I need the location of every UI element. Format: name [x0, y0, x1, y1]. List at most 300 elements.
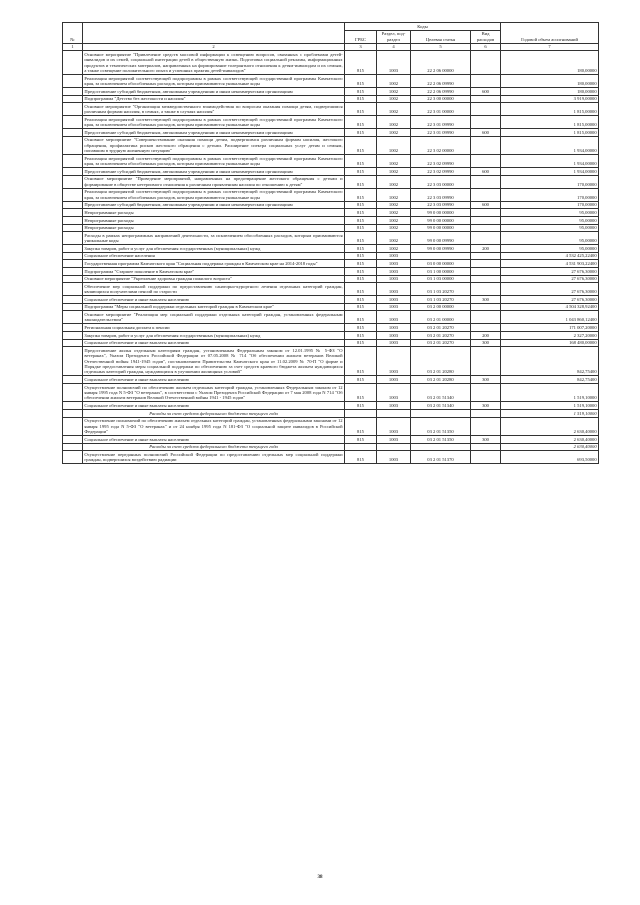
row-grbs-cell: 815: [345, 451, 377, 464]
row-amount-cell: 1 815,00000: [501, 129, 599, 137]
row-name-cell: Подпрограмма "Меры социальной поддержки отдельных категорий граждан в Камчатском крае": [83, 303, 345, 311]
row-name-cell: Реализация мероприятий соответствующей подпрограммы в рамках соответствующей государственной программы Камчатского края, за исключением обособленных расходов, которым присваиваются уникальные коды: [84, 116, 343, 128]
row-amount-cell: 168 480,00000: [501, 339, 599, 347]
row-amount-cell: 170,00000: [501, 201, 599, 209]
row-grbs-cell: 815: [345, 402, 377, 410]
row-vr-cell: 600: [471, 168, 501, 176]
row-amount-cell: 1 043 860,12400: [501, 311, 599, 324]
row-grbs-cell: 815: [345, 376, 377, 384]
table-row: [63, 311, 599, 324]
row-razdel-cell: 1003: [377, 347, 411, 376]
row-razdel-cell: 1003: [377, 283, 411, 296]
row-amount-cell: 4 504 328,92400: [501, 303, 599, 311]
row-vr-cell: [471, 275, 501, 283]
row-grbs-cell: 815: [345, 75, 377, 88]
row-razdel-cell: 1002: [377, 175, 411, 188]
row-amount-cell: 95,00000: [501, 209, 599, 217]
row-razdel-cell: 1003: [377, 417, 411, 435]
row-num-cell: [63, 324, 83, 332]
col-number: 2: [83, 43, 345, 51]
row-grbs-cell: 815: [345, 383, 377, 401]
row-name-cell: Основное мероприятие "Совершенствование оказания помощи детям, подвергшимся различным формам насилия, жестокого обращения, профилактика рисков жестокого обращения с детьми. Расширение спектра социальных услуг детям и семьям, попавшим в трудную жизненную ситуацию": [84, 137, 343, 154]
row-name-cell: Основное мероприятие "Укрепление здоровья граждан пожилого возраста": [83, 275, 345, 283]
row-name-cell: Социальное обеспечение и иные выплаты населению: [83, 376, 345, 384]
row-csr-cell: 03 1 00 00000: [411, 267, 471, 275]
row-amount-cell: 3 919,00000: [501, 95, 599, 103]
row-razdel-cell: [377, 443, 411, 451]
row-grbs-cell: 815: [345, 175, 377, 188]
row-csr-cell: 22 3 02 09990: [411, 155, 471, 168]
col-number: 5: [411, 43, 471, 51]
row-name-cell: Основное мероприятие "Проведение мероприятий, направленных на предотвращение жестокого обращения с детьми и формирование в обществе нетерпимого отношения к различным проявлениям насилия по отношению к детям": [84, 176, 343, 187]
row-razdel-cell: 1003: [377, 435, 411, 443]
row-csr-cell: 03 2 00 00000: [411, 303, 471, 311]
table-row: [63, 129, 599, 137]
row-vr-cell: [471, 75, 501, 88]
row-grbs-cell: 815: [345, 103, 377, 116]
row-name-cell: Подпрограмма "Детство без жестокости и насилия": [83, 95, 345, 103]
table-row: [63, 168, 599, 176]
row-grbs-cell: 815: [345, 283, 377, 296]
row-num-cell: [63, 136, 83, 154]
row-amount-cell: 842,75400: [501, 376, 599, 384]
row-num-cell: [63, 417, 83, 435]
row-csr-cell: 22 3 03 09990: [411, 201, 471, 209]
row-grbs-cell: 815: [345, 331, 377, 339]
row-vr-cell: [471, 451, 501, 464]
row-csr-cell: 03 2 01 20280: [411, 347, 471, 376]
table-row: [63, 51, 599, 75]
row-grbs-cell: 815: [345, 209, 377, 217]
row-name-cell: Основное мероприятие "Реализация мер социальной поддержки отдельных категорий граждан, установленных федеральным законодательством": [84, 311, 343, 323]
row-razdel-cell: 1002: [377, 216, 411, 224]
table-row: [63, 136, 599, 154]
row-csr-cell: 99 0 00 00000: [411, 224, 471, 232]
table-row: [63, 283, 599, 296]
row-csr-cell: 22 3 02 00000: [411, 136, 471, 154]
row-razdel-cell: 1003: [377, 303, 411, 311]
row-grbs-cell: 815: [345, 188, 377, 201]
row-amount-cell: 1 815,00000: [501, 116, 599, 129]
row-amount-cell: 180,00000: [501, 51, 599, 75]
row-num-cell: [63, 175, 83, 188]
row-vr-cell: [471, 155, 501, 168]
row-vr-cell: [471, 103, 501, 116]
table-row: [63, 116, 599, 129]
row-amount-cell: 4 532 425,22400: [501, 252, 599, 260]
row-amount-cell: 2 630,40000: [501, 417, 599, 435]
row-name-cell: Предоставление субсидий бюджетным, автономным учреждениям и иным некоммерческим организациям: [83, 201, 345, 209]
row-razdel-cell: 1003: [377, 383, 411, 401]
row-vr-cell: 600: [471, 129, 501, 137]
table-row: [63, 201, 599, 209]
row-amount-cell: 4 531 903,22400: [501, 260, 599, 268]
row-name-cell: Предоставление субсидий бюджетным, автономным учреждениям и иным некоммерческим организациям: [83, 168, 345, 176]
row-num-cell: [63, 435, 83, 443]
row-razdel-cell: 1002: [377, 116, 411, 129]
row-csr-cell: 22 3 01 09990: [411, 116, 471, 129]
row-razdel-cell: 1002: [377, 75, 411, 88]
row-name-cell: Социальное обеспечение населения: [83, 252, 345, 260]
row-amount-cell: 1 519,10000: [501, 383, 599, 401]
row-num-cell: [63, 376, 83, 384]
row-num-cell: [63, 245, 83, 253]
row-name-cell: Предоставление субсидий бюджетным, автономным учреждениям и иным некоммерческим организациям: [83, 129, 345, 137]
col-grbs-header: ГРБС: [345, 30, 377, 43]
row-razdel-cell: 1002: [377, 103, 411, 116]
row-amount-cell: 27 676,30000: [501, 267, 599, 275]
row-grbs-cell: 815: [345, 129, 377, 137]
row-csr-cell: 99 0 00 09990: [411, 232, 471, 245]
row-amount-cell: 27 676,30000: [501, 283, 599, 296]
table-row: [63, 260, 599, 268]
row-num-cell: [63, 443, 83, 451]
row-vr-cell: [471, 324, 501, 332]
row-vr-cell: 300: [471, 435, 501, 443]
row-amount-cell: 27 676,30000: [501, 296, 599, 304]
row-num-cell: [63, 347, 83, 376]
row-grbs-cell: 815: [345, 51, 377, 75]
row-grbs-cell: 815: [345, 311, 377, 324]
row-vr-cell: [471, 51, 501, 75]
note-row: [63, 443, 599, 451]
row-amount-cell: 95,00000: [501, 216, 599, 224]
row-razdel-cell: 1002: [377, 95, 411, 103]
row-vr-cell: [471, 443, 501, 451]
row-num-cell: [63, 267, 83, 275]
col-csr-header: Целевая статья: [411, 30, 471, 43]
row-grbs-cell: 815: [345, 347, 377, 376]
row-name-cell: Предоставление субсидий бюджетным, автономным учреждениям и иным некоммерческим организациям: [83, 88, 345, 96]
row-amount-cell: 1 519,10000: [501, 409, 599, 417]
row-grbs-cell: 815: [345, 339, 377, 347]
row-razdel-cell: 1003: [377, 267, 411, 275]
table-body: [63, 51, 599, 464]
row-vr-cell: 600: [471, 201, 501, 209]
row-csr-cell: 22 3 01 09990: [411, 129, 471, 137]
row-csr-cell: 03 0 00 00000: [411, 260, 471, 268]
row-csr-cell: 03 2 01 51340: [411, 402, 471, 410]
col-number: 7: [501, 43, 599, 51]
row-grbs-cell: 815: [345, 324, 377, 332]
row-razdel-cell: 1003: [377, 51, 411, 75]
row-num-cell: [63, 168, 83, 176]
row-csr-cell: 03 2 01 51370: [411, 451, 471, 464]
page-number: 38: [317, 875, 323, 880]
row-razdel-cell: 1003: [377, 331, 411, 339]
row-razdel-cell: 1002: [377, 168, 411, 176]
row-num-cell: [63, 216, 83, 224]
row-amount-cell: 2 630,40000: [501, 443, 599, 451]
row-vr-cell: [471, 417, 501, 435]
row-amount-cell: 1 815,00000: [501, 103, 599, 116]
row-vr-cell: [471, 260, 501, 268]
table-row: [63, 232, 599, 245]
row-name-cell: Реализация мероприятий соответствующей подпрограммы в рамках соответствующей государственной программы Камчатского края, за исключением обособленных расходов, которым присваиваются уникальные коды: [84, 155, 343, 167]
row-csr-cell: 22 2 06 00000: [411, 51, 471, 75]
row-num-cell: [63, 209, 83, 217]
row-amount-cell: 1 519,10000: [501, 402, 599, 410]
row-grbs-cell: 815: [345, 216, 377, 224]
row-amount-cell: 171 007,20000: [501, 324, 599, 332]
row-vr-cell: [471, 216, 501, 224]
col-amount-header: Годовой объем ассигнований: [501, 23, 599, 44]
row-amount-cell: 2 630,40000: [501, 435, 599, 443]
row-csr-cell: 22 3 03 09990: [411, 188, 471, 201]
row-num-cell: [63, 311, 83, 324]
row-razdel-cell: 1002: [377, 232, 411, 245]
row-vr-cell: [471, 409, 501, 417]
row-razdel-cell: 1002: [377, 88, 411, 96]
row-csr-cell: 22 2 06 09990: [411, 88, 471, 96]
row-vr-cell: 300: [471, 376, 501, 384]
row-name-cell: Расходы в рамках непрограммных направлений деятельности, за исключением обособленных расходов, которым присваиваются уникальные коды: [84, 232, 343, 244]
table-row: [63, 376, 599, 384]
col-number: 3: [345, 43, 377, 51]
col-number: 4: [377, 43, 411, 51]
row-num-cell: [63, 224, 83, 232]
row-num-cell: [63, 232, 83, 245]
row-grbs-cell: 815: [345, 275, 377, 283]
row-csr-cell: 22 3 00 00000: [411, 95, 471, 103]
row-num-cell: [63, 383, 83, 401]
row-csr-cell: 03 2 01 51340: [411, 383, 471, 401]
table-row: [63, 216, 599, 224]
row-name-cell: Обеспечение мер социальной поддержки по предоставлению санаторно-курортного лечения отдельных категорий граждан, являющихся получателями пенсий по старости: [84, 283, 343, 295]
row-grbs-cell: 815: [345, 435, 377, 443]
row-razdel-cell: 1003: [377, 252, 411, 260]
row-name-cell: Непрограммные расходы: [83, 224, 345, 232]
row-razdel-cell: 1002: [377, 155, 411, 168]
col-number: 6: [471, 43, 501, 51]
note-row: [63, 409, 599, 417]
row-vr-cell: [471, 175, 501, 188]
row-csr-cell: 03 1 03 00000: [411, 275, 471, 283]
row-razdel-cell: 1003: [377, 260, 411, 268]
row-grbs-cell: 815: [345, 267, 377, 275]
row-grbs-cell: 815: [345, 252, 377, 260]
row-vr-cell: [471, 303, 501, 311]
row-name-cell: Социальное обеспечение и иные выплаты населению: [83, 339, 345, 347]
table-row: [63, 88, 599, 96]
row-name-cell: Региональная социальная доплата к пенсии: [83, 324, 345, 332]
row-csr-cell: 03 2 01 20270: [411, 331, 471, 339]
table-row: [63, 339, 599, 347]
row-razdel-cell: 1003: [377, 296, 411, 304]
row-num-cell: [63, 451, 83, 464]
row-grbs-cell: 815: [345, 245, 377, 253]
row-num-cell: [63, 275, 83, 283]
table-row: [63, 155, 599, 168]
row-grbs-cell: 815: [345, 88, 377, 96]
row-csr-cell: 99 0 00 00000: [411, 209, 471, 217]
row-grbs-cell: [345, 443, 377, 451]
row-csr-cell: 03 1 03 20270: [411, 296, 471, 304]
row-name-cell: Реализация мероприятий соответствующей подпрограммы в рамках соответствующей государственной программы Камчатского края, за исключением обособленных расходов, которым присваиваются уникальные коды: [84, 189, 343, 200]
row-csr-cell: [411, 409, 471, 417]
row-num-cell: [63, 95, 83, 103]
row-razdel-cell: 1003: [377, 451, 411, 464]
col-num-header: №: [63, 23, 83, 44]
row-amount-cell: 170,00000: [501, 188, 599, 201]
row-name-cell: Основное мероприятие "Привлечение средств массовой информации к освещению вопросов, связанных с проблемами детей-инвалидов и их семей, социальной интеграции детей в общественную жизнь. Подготовка социальной рекламы, информационных продуктов и тематических материалов, направленных на формирование толерантного отношения к детям-инвалидам и их семьям, а также освещение положительного опыта и успешных практик детей-инвалидов": [84, 51, 343, 73]
row-csr-cell: 03 1 03 20270: [411, 283, 471, 296]
row-razdel-cell: 1002: [377, 224, 411, 232]
row-num-cell: [63, 155, 83, 168]
row-razdel-cell: 1003: [377, 376, 411, 384]
row-amount-cell: 2 327,20000: [501, 331, 599, 339]
row-csr-cell: [411, 443, 471, 451]
row-num-cell: [63, 283, 83, 296]
row-num-cell: [63, 116, 83, 129]
table-row: [63, 188, 599, 201]
row-num-cell: [63, 75, 83, 88]
row-num-cell: [63, 88, 83, 96]
row-amount-cell: 1 934,00000: [501, 168, 599, 176]
row-name-cell: Государственная программа Камчатского края "Социальная поддержка граждан в Камчатском крае на 2014-2018 годы": [83, 260, 345, 268]
col-number: 1: [63, 43, 83, 51]
row-razdel-cell: 1003: [377, 324, 411, 332]
row-csr-cell: 03 2 01 20280: [411, 376, 471, 384]
row-amount-cell: 170,00000: [501, 175, 599, 188]
row-amount-cell: 693,50000: [501, 451, 599, 464]
table-row: [63, 209, 599, 217]
row-name-cell: Социальное обеспечение и иные выплаты населению: [83, 402, 345, 410]
row-grbs-cell: [345, 409, 377, 417]
row-csr-cell: 22 3 01 00000: [411, 103, 471, 116]
row-vr-cell: [471, 136, 501, 154]
row-grbs-cell: 815: [345, 155, 377, 168]
row-vr-cell: [471, 209, 501, 217]
row-grbs-cell: 815: [345, 168, 377, 176]
row-vr-cell: [471, 283, 501, 296]
row-vr-cell: [471, 95, 501, 103]
row-name-cell: Закупка товаров, работ и услуг для обеспечения государственных (муниципальных) нужд: [83, 331, 345, 339]
row-grbs-cell: 815: [345, 296, 377, 304]
row-vr-cell: [471, 232, 501, 245]
row-grbs-cell: 815: [345, 260, 377, 268]
table-row: [63, 331, 599, 339]
row-razdel-cell: 1002: [377, 245, 411, 253]
row-amount-cell: 842,75400: [501, 347, 599, 376]
row-vr-cell: [471, 383, 501, 401]
row-name-cell: Предоставление жилья отдельным категориям граждан, установленным Федеральным законом от 12.01.1995 № 5-ФЗ "О ветеранах", Указом Президента Российской Федерации от 07.05.2008 № 714 "Об обеспечении жильем ветеранов Великой Отечественной войны 1941-1945 годов", постановлением Правительства Камчатского края от 11.02.2009 № 70-П "О форме и Порядке предоставления меры социальной поддержки по обеспечению за счет средств краевого бюджета жильем нуждающихся отдельных категорий граждан, нуждающихся в улучшении жилищных условий": [84, 347, 343, 375]
row-vr-cell: 300: [471, 296, 501, 304]
row-vr-cell: [471, 116, 501, 129]
row-grbs-cell: 815: [345, 116, 377, 129]
row-razdel-cell: 1002: [377, 129, 411, 137]
table-row: [63, 347, 599, 376]
row-amount-cell: 95,00000: [501, 245, 599, 253]
table-row: [63, 95, 599, 103]
row-razdel-cell: 1003: [377, 311, 411, 324]
row-vr-cell: [471, 224, 501, 232]
row-num-cell: [63, 129, 83, 137]
row-csr-cell: 22 2 06 09990: [411, 75, 471, 88]
table-row: [63, 451, 599, 464]
row-grbs-cell: 815: [345, 95, 377, 103]
col-vr-header: Вид расходов: [471, 30, 501, 43]
table-row: [63, 75, 599, 88]
row-name-cell: Подпрограмма "Старшее поколение в Камчатском крае": [83, 267, 345, 275]
row-amount-cell: 27 676,30000: [501, 275, 599, 283]
table-row: [63, 103, 599, 116]
row-grbs-cell: 815: [345, 136, 377, 154]
row-name-cell: Социальное обеспечение и иные выплаты населению: [83, 435, 345, 443]
row-num-cell: [63, 303, 83, 311]
row-amount-cell: 1 934,00000: [501, 155, 599, 168]
codes-header: Коды: [345, 23, 501, 31]
row-csr-cell: 03 2 01 51350: [411, 417, 471, 435]
row-amount-cell: 95,00000: [501, 224, 599, 232]
row-num-cell: [63, 331, 83, 339]
row-vr-cell: 200: [471, 331, 501, 339]
row-grbs-cell: 815: [345, 224, 377, 232]
table-row: [63, 245, 599, 253]
row-num-cell: [63, 260, 83, 268]
row-csr-cell: 03 2 01 20270: [411, 339, 471, 347]
row-amount-cell: 180,00000: [501, 75, 599, 88]
table-row: [63, 435, 599, 443]
row-name-cell: Социальное обеспечение и иные выплаты населению: [83, 296, 345, 304]
row-vr-cell: [471, 252, 501, 260]
row-amount-cell: 1 934,00000: [501, 136, 599, 154]
row-name-cell: Расходы за счет средств федерального бюджета текущего года: [83, 443, 345, 451]
table-row: [63, 402, 599, 410]
row-grbs-cell: 815: [345, 303, 377, 311]
row-csr-cell: 03 2 01 00000: [411, 311, 471, 324]
row-amount-cell: 180,00000: [501, 88, 599, 96]
row-razdel-cell: 1003: [377, 275, 411, 283]
row-name-cell: Закупка товаров, работ и услуг для обеспечения государственных (муниципальных) нужд: [83, 245, 345, 253]
column-number-row: [63, 43, 599, 51]
row-vr-cell: 300: [471, 402, 501, 410]
row-vr-cell: [471, 311, 501, 324]
row-csr-cell: 22 3 02 09990: [411, 168, 471, 176]
table-row: [63, 275, 599, 283]
row-name-cell: Основное мероприятие "Организация межведомственного взаимодействия по вопросам оказания помощи детям, подвергшимся различным формам насилия, в семьях, а также в случаях насилия": [84, 103, 343, 115]
row-num-cell: [63, 402, 83, 410]
table-row: [63, 383, 599, 401]
col-name-header: [83, 23, 345, 44]
row-vr-cell: [471, 347, 501, 376]
row-name-cell: Непрограммные расходы: [83, 209, 345, 217]
table-row: [63, 224, 599, 232]
row-name-cell: Расходы за счет средств федерального бюджета текущего года: [83, 409, 345, 417]
row-num-cell: [63, 188, 83, 201]
table-row: [63, 324, 599, 332]
row-csr-cell: 22 3 03 00000: [411, 175, 471, 188]
budget-table: [62, 22, 599, 464]
row-csr-cell: 03 2 01 20270: [411, 324, 471, 332]
row-name-cell: Реализация мероприятий соответствующей подпрограммы в рамках соответствующей государственной программы Камчатского края, за исключением обособленных расходов, которым присваиваются уникальные коды: [84, 75, 343, 86]
row-num-cell: [63, 296, 83, 304]
table-row: [63, 417, 599, 435]
row-vr-cell: [471, 188, 501, 201]
row-num-cell: [63, 51, 83, 75]
table-row: [63, 296, 599, 304]
row-grbs-cell: 815: [345, 232, 377, 245]
row-name-cell: Осуществление полномочий по обеспечению жильем отдельных категорий граждан, установленных Федеральным законом от 12 января 1995 года N 5-ФЗ "О ветеранах", в соответствии с Указом Президента Российской Федерации от 7 мая 2008 года N 714 "Об обеспечении жильем ветеранов Великой Отечественной войны 1941 - 1945 годов": [84, 384, 343, 401]
table-row: [63, 267, 599, 275]
row-vr-cell: [471, 267, 501, 275]
row-name-cell: Осуществление полномочий по обеспечению жильем отдельных категорий граждан, установленных федеральными законами от 12 января 1995 года N 5-ФЗ "О ветеранах" и от 24 ноября 1995 года N 181-ФЗ "О социальной защите инвалидов в Российской Федерации": [84, 418, 343, 434]
row-razdel-cell: 1002: [377, 188, 411, 201]
row-csr-cell: 99 0 00 00000: [411, 216, 471, 224]
row-name-cell: Осуществление переданных полномочий Российской Федерации по предоставлению отдельных мер социальной поддержки граждан, подвергшихся воздействию радиации: [84, 451, 343, 463]
row-amount-cell: 95,00000: [501, 232, 599, 245]
col-razdel-header: Раздел, под-раздел: [377, 30, 411, 43]
